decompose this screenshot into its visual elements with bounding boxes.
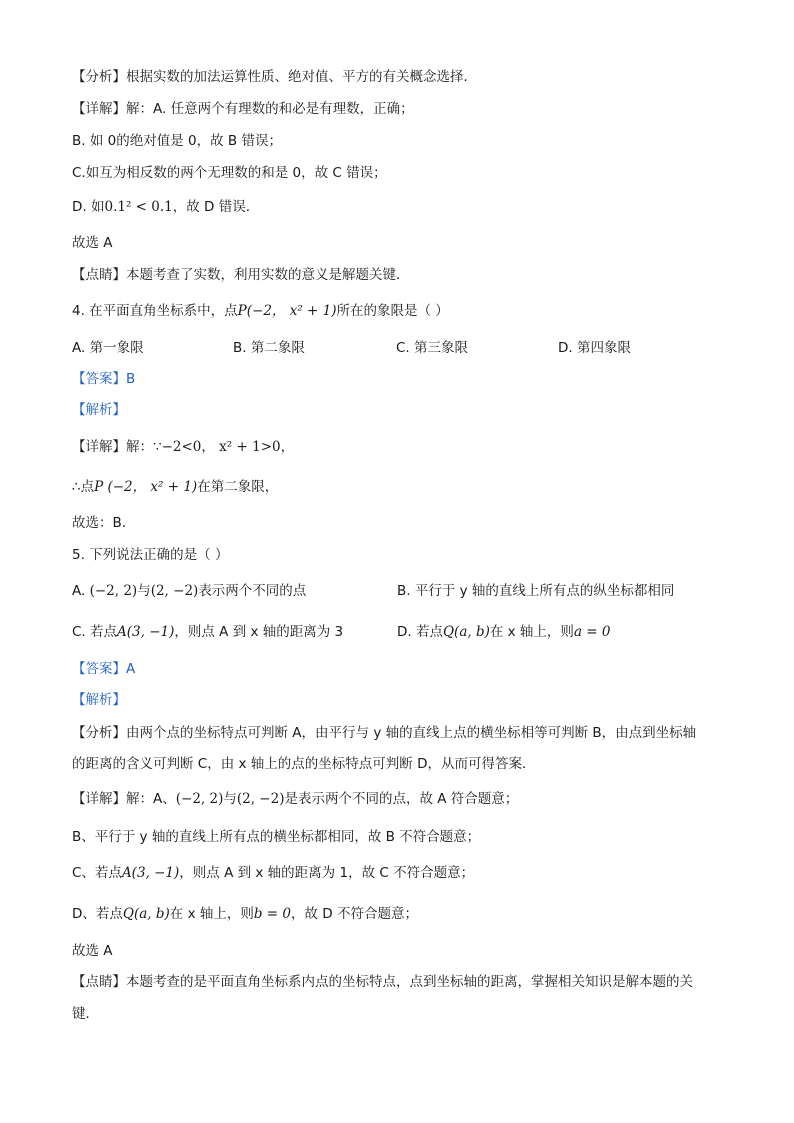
q5-option-a-prefix: A.: [72, 583, 90, 599]
q3-d-suffix: ，故 D 错误.: [172, 199, 251, 215]
q5-detail-d-suffix: ，故 D 不符合题意；: [290, 906, 418, 922]
q5-option-c: [72, 623, 343, 641]
q5-option-b: B. 平行于 y 轴的直线上所有点的纵坐标都相同: [397, 583, 675, 599]
q4-option-a: A. 第一象限: [72, 340, 144, 356]
q5-detail-b: B、平行于 y 轴的直线上所有点的横坐标都相同，故 B 不符合题意；: [72, 829, 481, 845]
q4-option-b: B. 第二象限: [233, 340, 305, 356]
q5-comment-line-2: 键．: [72, 1006, 99, 1022]
q5-detail-d-prefix: D、若点: [72, 906, 123, 922]
q3-d-prefix: D. 如: [72, 199, 105, 215]
q5-analysis-line-1: 【分析】由两个点的坐标特点可判断 A，由平行与 y 轴的直线上点的横坐标相等可判断 B，由点到坐标轴: [72, 725, 697, 741]
q5-detail-a: [72, 790, 518, 808]
q5-option-d: [397, 623, 610, 641]
q4-stem-suffix: 所在的象限是（ ）: [336, 303, 449, 319]
q5-option-d-math: Q(a, b): [442, 624, 490, 640]
q3-option-b-note: B. 如 0的绝对值是 0，故 B 错误；: [72, 133, 282, 149]
q5-stem: 5. 下列说法正确的是（ ）: [72, 547, 229, 563]
q5-choose: 故选 A: [72, 943, 113, 959]
q5-detail-d: [72, 905, 418, 923]
q4-jiexi: 【解析】: [72, 402, 126, 418]
q3-d-math: 0.1² < 0.1: [104, 199, 173, 215]
q4-therefore-prefix: ∴点: [72, 479, 95, 495]
q5-detail-a-suffix: 是表示两个不同的点，故 A 符合题意；: [284, 791, 519, 807]
q5-analysis-line-2: 的距离的含义可判断 C，由 x 轴上的点的坐标特点可判断 D，从而可得答案．: [72, 756, 536, 772]
q5-option-c-math: A(3, −1): [117, 624, 175, 640]
q5-jiexi: 【解析】: [72, 692, 126, 708]
q5-detail-d-mid: 在 x 轴上，则: [169, 906, 254, 922]
q5-answer: 【答案】A: [72, 661, 136, 677]
q3-option-c-note: C.如互为相反数的两个无理数的和是 0，故 C 错误；: [72, 165, 387, 181]
q5-detail-d-math2: b = 0: [253, 906, 291, 922]
q4-stem-point: P(−2， x² + 1): [237, 303, 337, 319]
q4-therefore: [72, 478, 278, 496]
q5-option-c-suffix: ，则点 A 到 x 轴的距离为 3: [174, 624, 344, 640]
q4-detail: [72, 438, 294, 456]
q4-choose: 故选：B．: [72, 515, 136, 531]
q4-option-d: D. 第四象限: [558, 340, 631, 356]
q5-detail-c: [72, 864, 474, 882]
q5-option-a: [72, 582, 306, 600]
q5-option-d-math2: a = 0: [573, 624, 611, 640]
q3-choose: 故选 A: [72, 235, 113, 251]
q3-comment: 【点睛】本题考查了实数，利用实数的意义是解题关键．: [72, 267, 410, 283]
q5-detail-d-math: Q(a, b): [122, 906, 170, 922]
q5-option-a-math: (−2, 2)与(2, −2): [89, 583, 199, 599]
q4-stem: [72, 302, 449, 320]
q4-therefore-math: P (−2， x² + 1): [94, 479, 198, 495]
q4-detail-math: ∵−2<0， x² + 1>0，: [153, 439, 295, 455]
q5-detail-a-math: (−2, 2)与(2, −2): [175, 791, 285, 807]
q4-detail-prefix: 【详解】解：: [72, 439, 153, 455]
q5-option-d-prefix: D. 若点: [397, 624, 443, 640]
q5-option-a-suffix: 表示两个不同的点: [198, 583, 307, 599]
q5-option-c-prefix: C. 若点: [72, 624, 118, 640]
q5-comment-line-1: 【点睛】本题考查的是平面直角坐标系内点的坐标特点，点到坐标轴的距离，掌握相关知识是解本题的关: [72, 974, 693, 990]
q3-analysis: 【分析】根据实数的加法运算性质、绝对值、平方的有关概念选择．: [72, 69, 477, 85]
q5-detail-a-prefix: 【详解】解：A、: [72, 791, 176, 807]
q3-option-d-note: [72, 198, 250, 216]
q5-option-d-suffix: 在 x 轴上，则: [489, 624, 574, 640]
q5-detail-c-math: A(3, −1): [121, 865, 180, 881]
q4-stem-prefix: 4. 在平面直角坐标系中，点: [72, 303, 238, 319]
q5-detail-c-suffix: ，则点 A 到 x 轴的距离为 1，故 C 不符合题意；: [179, 865, 475, 881]
q3-detail: 【详解】解：A. 任意两个有理数的和必是有理数，正确；: [72, 101, 414, 117]
q4-option-c: C. 第三象限: [396, 340, 469, 356]
q5-detail-c-prefix: C、若点: [72, 865, 122, 881]
q4-answer: 【答案】B: [72, 371, 136, 387]
q4-therefore-suffix: 在第二象限，: [197, 479, 279, 495]
